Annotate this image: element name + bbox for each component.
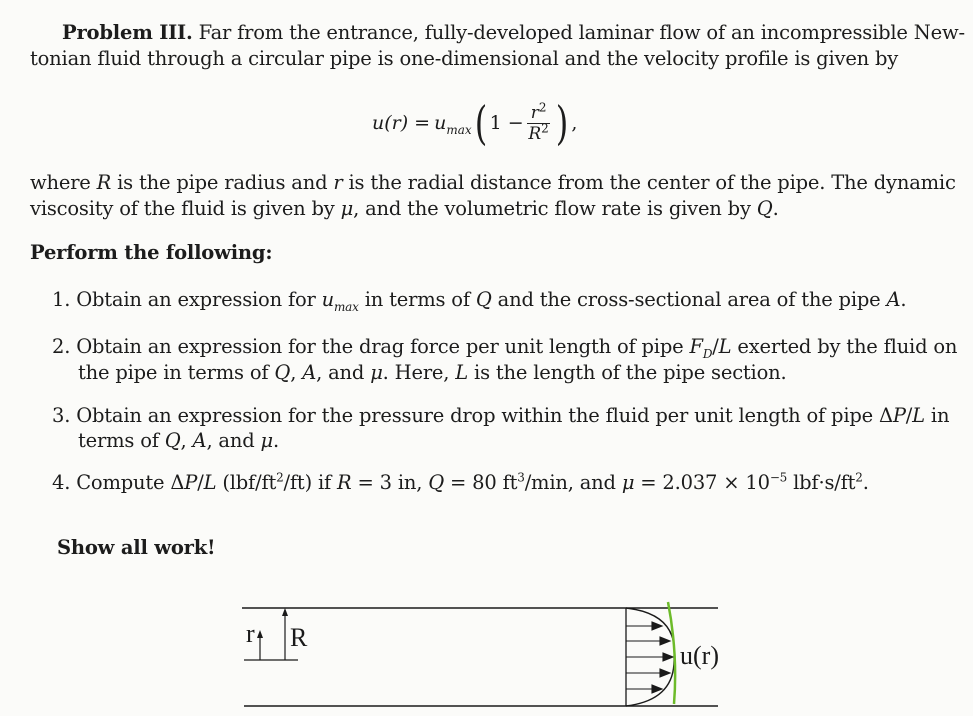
problem-intro-line1: Problem III. Far from the entrance, fully-developed laminar flow of an incompressible New- xyxy=(62,21,965,44)
eq-fraction: $\frac{r^2}{R^2}$ xyxy=(528,99,549,144)
eq-umax: $u_{max}$ xyxy=(434,112,472,137)
task-1: 1. Obtain an expression for $u_{max}$ in terms of Q and the cross-sectional area of the pipe A. xyxy=(52,288,907,314)
task-4: 4. Compute ΔP/L $(lbf/ft^2/ft)$ if R = 3 in, Q = 80 $ft^3/\min$, and $\mu = 2.037 \times 10^{-5}$ $lbf\cdot s/ft^2$. xyxy=(52,470,869,494)
task-3: 3. Obtain an expression for the pressure drop within the fluid per unit length of pipe ΔP/L in xyxy=(52,404,950,427)
where-line1: where R is the pipe radius and r is the radial distance from the center of the pipe. The dynamic xyxy=(30,171,956,194)
label-R: R xyxy=(290,623,308,652)
eq-paren-right: ) xyxy=(556,96,569,150)
eq-lhs: u(r) = xyxy=(372,112,431,134)
eq-comma: , xyxy=(571,112,578,134)
task-2-line2: the pipe in terms of Q, A, and μ. Here, L is the length of the pipe section. xyxy=(78,361,787,384)
task-2: 2. Obtain an expression for the drag force per unit length of pipe $F_D/L$ exerted by the fluid on xyxy=(52,335,958,361)
problem-title: Problem III. xyxy=(62,21,193,44)
eq-paren-left: ( xyxy=(474,96,487,150)
velocity-equation xyxy=(372,88,577,158)
tasks-heading: Perform the following: xyxy=(30,241,273,264)
eq-one-minus: 1 − xyxy=(489,112,524,134)
problem-intro-line2: tonian fluid through a circular pipe is one-dimensional and the velocity profile is given by xyxy=(30,47,899,70)
label-r: r xyxy=(246,619,255,648)
pipe-flow-diagram xyxy=(230,594,730,716)
show-all-work-note: Show all work! xyxy=(57,536,216,559)
task-3-line2: terms of Q, A, and μ. xyxy=(78,429,279,452)
where-line2: viscosity of the fluid is given by μ, and the volumetric flow rate is given by Q. xyxy=(30,197,779,220)
label-u-r: u(r) xyxy=(680,641,719,670)
